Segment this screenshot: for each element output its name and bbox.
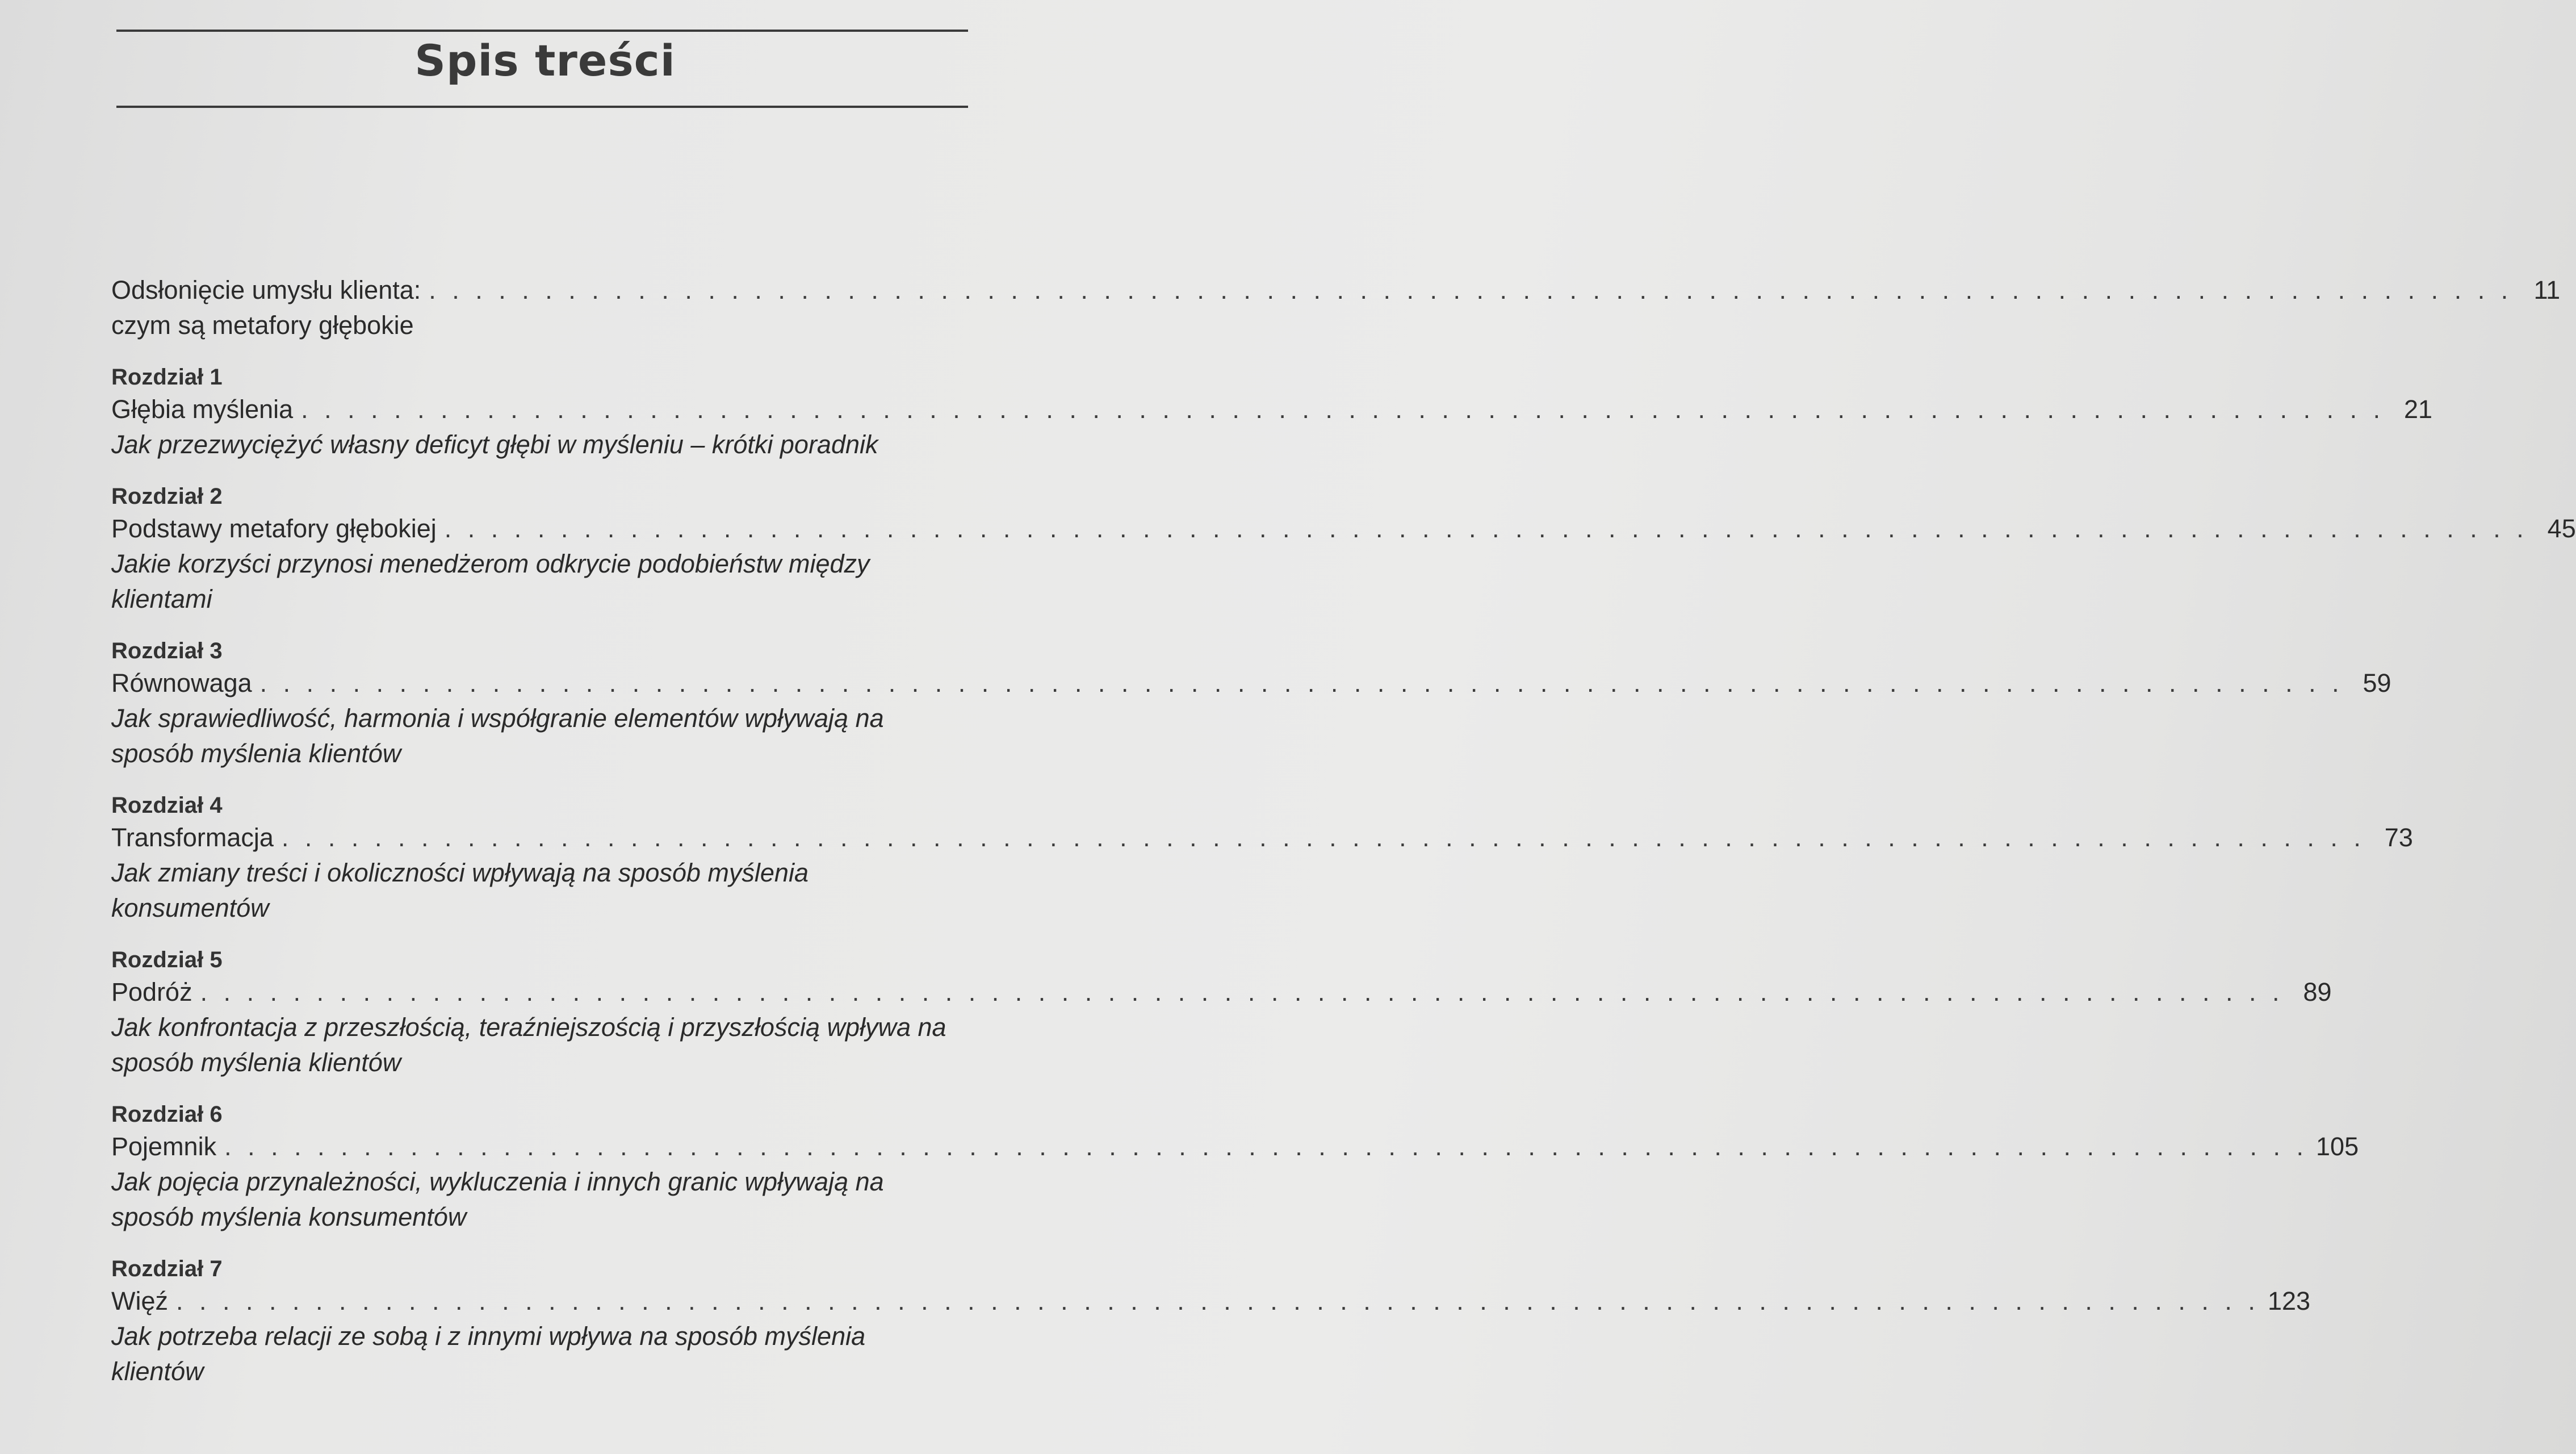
toc-title: Transformacja bbox=[111, 823, 274, 852]
toc-title-line bbox=[111, 820, 2413, 855]
bottom-rule bbox=[116, 106, 968, 108]
top-rule bbox=[116, 30, 968, 32]
toc-entry-chapter-1 bbox=[111, 362, 2433, 462]
dot-leader: . . . . . . . . . . . . . . . . . . . . . . . . . . . . . . . . . . . . . . . . . . . . . . . . . . . . . . . . . . . . . . . . . . . . . . . . . . . . . . . . . . . . . . . . . . bbox=[200, 977, 2284, 1006]
toc-title: Równowaga bbox=[111, 668, 252, 697]
toc-title-line bbox=[111, 511, 2576, 546]
toc-title-line bbox=[111, 392, 2433, 427]
toc-title: Głębia myślenia bbox=[111, 395, 294, 424]
dot-leader: . . . . . . . . . . . . . . . . . . . . . . . . . . . . . . . . . . . . . . . . . . . . . . . . . . . . . . . . . . . . . . . . . . . . . . . . . . . . . . . . . . . . . . . . . . bbox=[429, 275, 2513, 304]
chapter-label: Rozdział 7 bbox=[111, 1256, 223, 1281]
dot-leader: . . . . . . . . . . . . . . . . . . . . . . . . . . . . . . . . . . . . . . . . . . . . . . . . . . . . . . . . . . . . . . . . . . . . . . . . . . . . . . . . . . . . . . . . . . bbox=[444, 514, 2528, 543]
toc-entry-chapter-2 bbox=[111, 482, 2576, 617]
toc-page-number: 73 bbox=[2384, 823, 2413, 852]
chapter-label: Rozdział 4 bbox=[111, 793, 223, 818]
toc-title-line bbox=[111, 1284, 2311, 1319]
toc-subtitle: Jak zmiany treści i okoliczności wpływają na sposób myślenia konsumentów bbox=[111, 858, 809, 922]
dot-leader: . . . . . . . . . . . . . . . . . . . . . . . . . . . . . . . . . . . . . . . . . . . . . . . . . . . . . . . . . . . . . . . . . . . . . . . . . . . . . . . . . . . . . . . . . . bbox=[224, 1132, 2309, 1161]
chapter-label: Rozdział 2 bbox=[111, 484, 223, 509]
chapter-label: Rozdział 5 bbox=[111, 947, 223, 972]
toc-entry-chapter-7 bbox=[111, 1254, 2311, 1389]
toc-title-line bbox=[111, 273, 2561, 308]
toc-page-number: 89 bbox=[2303, 977, 2332, 1006]
chapter-label: Rozdział 1 bbox=[111, 365, 223, 390]
toc-subtitle: Jak pojęcia przynależności, wykluczenia i innych granic wpływają na sposób myślenia konsumentów bbox=[111, 1167, 884, 1231]
toc-subtitle: Jak przezwyciężyć własny deficyt głębi w myśleniu – krótki poradnik bbox=[111, 430, 878, 459]
toc-title: Odsłonięcie umysłu klienta: bbox=[111, 275, 421, 304]
dot-leader: . . . . . . . . . . . . . . . . . . . . . . . . . . . . . . . . . . . . . . . . . . . . . . . . . . . . . . . . . . . . . . . . . . . . . . . . . . . . . . . . . . . . . . . . . . bbox=[259, 668, 2344, 697]
toc-page-number: 123 bbox=[2267, 1286, 2311, 1315]
toc-title-line bbox=[111, 666, 2391, 701]
toc-title: Podróż bbox=[111, 977, 192, 1006]
toc-page-number: 45 bbox=[2547, 514, 2576, 543]
dot-leader: . . . . . . . . . . . . . . . . . . . . . . . . . . . . . . . . . . . . . . . . . . . . . . . . . . . . . . . . . . . . . . . . . . . . . . . . . . . . . . . . . . . . . . . . . . bbox=[281, 823, 2365, 852]
toc-title: Podstawy metafory głębokiej bbox=[111, 514, 437, 543]
toc-subtitle: Jak sprawiedliwość, harmonia i współgranie elementów wpływają na sposób myślenia klientów bbox=[111, 704, 884, 768]
page-title: Spis treści bbox=[414, 35, 676, 86]
toc-subtitle: Jakie korzyści przynosi menedżerom odkrycie podobieństw między klientami bbox=[111, 549, 870, 613]
toc-entry-intro bbox=[111, 273, 2561, 343]
dot-leader: . . . . . . . . . . . . . . . . . . . . . . . . . . . . . . . . . . . . . . . . . . . . . . . . . . . . . . . . . . . . . . . . . . . . . . . . . . . . . . . . . . . . . . . . . . bbox=[301, 395, 2385, 424]
toc-subtitle: Jak potrzeba relacji ze sobą i z innymi wpływa na sposób myślenia klientów bbox=[111, 1322, 866, 1386]
toc-subtitle: Jak konfrontacja z przeszłością, teraźniejszością i przyszłością wpływa na sposób myślenia klientów bbox=[111, 1013, 946, 1077]
toc-title-line bbox=[111, 975, 2332, 1010]
chapter-label: Rozdział 3 bbox=[111, 638, 223, 663]
toc-page-number: 59 bbox=[2363, 668, 2391, 697]
toc-entry-chapter-3 bbox=[111, 636, 2391, 771]
toc-subtitle: czym są metafory głębokie bbox=[111, 311, 414, 340]
toc-page-number: 105 bbox=[2316, 1132, 2359, 1161]
toc-title-line bbox=[111, 1129, 2359, 1164]
toc-entry-chapter-5 bbox=[111, 945, 2332, 1080]
table-of-contents bbox=[111, 273, 2576, 1409]
toc-entry-chapter-4 bbox=[111, 791, 2413, 926]
toc-page-number: 21 bbox=[2404, 395, 2433, 424]
toc-title: Więź bbox=[111, 1286, 168, 1315]
toc-entry-chapter-6 bbox=[111, 1100, 2359, 1235]
toc-title: Pojemnik bbox=[111, 1132, 217, 1161]
dot-leader: . . . . . . . . . . . . . . . . . . . . . . . . . . . . . . . . . . . . . . . . . . . . . . . . . . . . . . . . . . . . . . . . . . . . . . . . . . . . . . . . . . . . . . . . . . bbox=[176, 1286, 2260, 1315]
toc-page-number: 11 bbox=[2533, 275, 2561, 304]
chapter-label: Rozdział 6 bbox=[111, 1102, 223, 1127]
